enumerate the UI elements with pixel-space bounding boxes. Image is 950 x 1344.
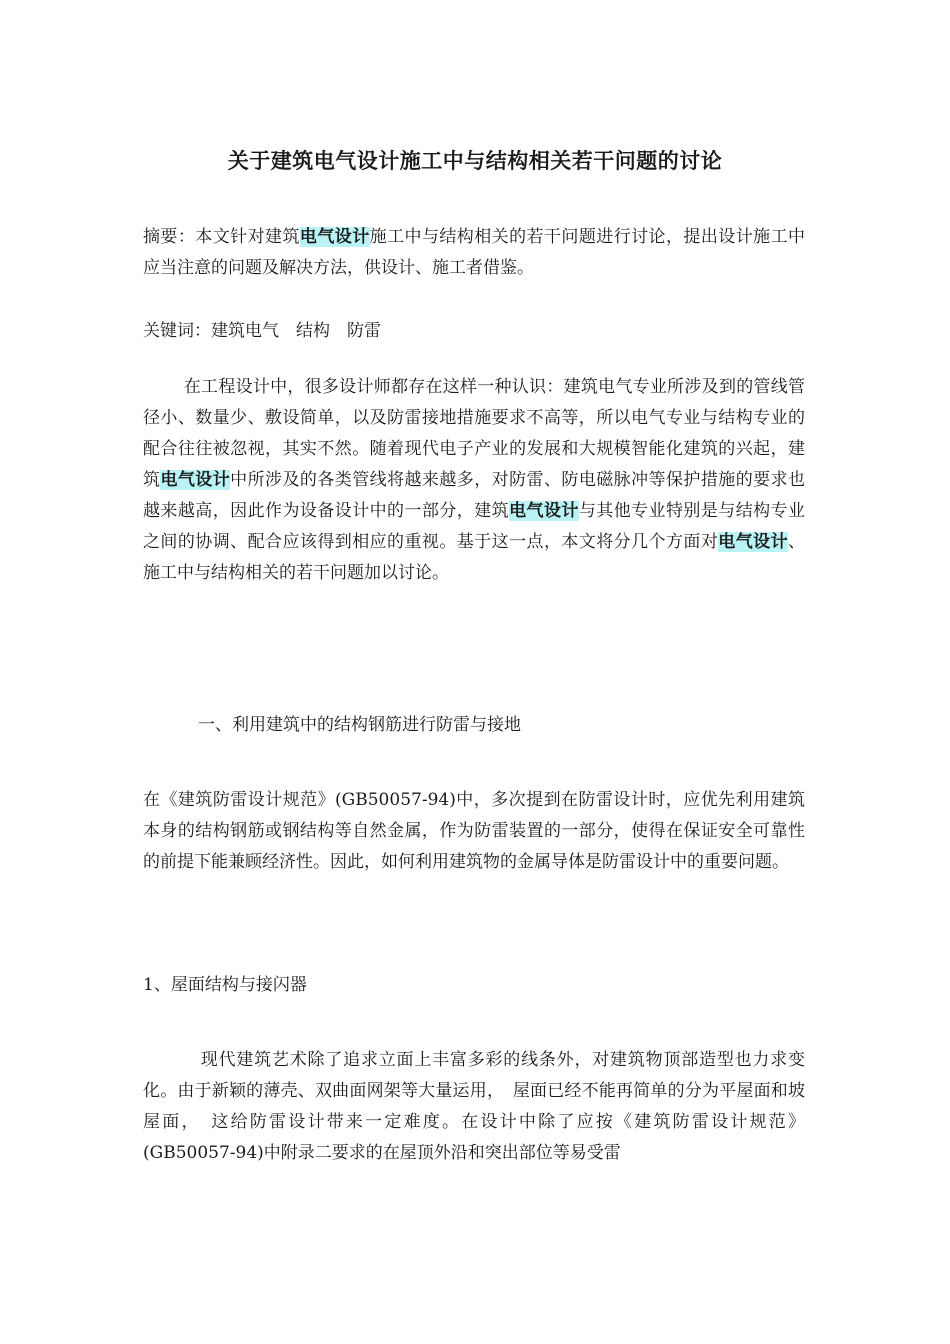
intro-part-1: 在工程设计中，很多设计师都存在这样一种认识：建筑电气专业所涉及到的管线管径小、数量少、敷设简单，以及防雷接地措施要求不高等，所以电气专业与结构专业的配合往往被忽视，其实不然。随着现代电子产业的发展和大规模智能化建筑的兴起，建筑 (143, 377, 805, 490)
intro-highlight-2[interactable]: 电气设计 (509, 501, 579, 521)
subsection-1-paragraph: 现代建筑艺术除了追求立面上丰富多彩的线条外，对建筑物顶部造型也力求变化。由于新颖的薄壳、双曲面网架等大量运用， 屋面已经不能再简单的分为平屋面和坡屋面， 这给防雷设计带来一定难度。在设计中除了应按《建筑防雷设计规范》(GB50057-94)中附录二要求的在屋顶外沿和突出部位等易受雷 (143, 1050, 805, 1163)
abstract-paragraph (143, 222, 805, 284)
intro-part-4: 、施工中与结构相关的若干问题加以讨论。 (143, 532, 806, 583)
document-title: 关于建筑电气设计施工中与结构相关若干问题的讨论 (227, 148, 723, 173)
intro-part-2: 中所涉及的各类管线将越来越多，对防雷、防电磁脉冲等保护措施的要求也越来越高，因此作为设备设计中的一部分，建筑 (143, 470, 806, 521)
section-1-heading: 一、利用建筑中的结构钢筋进行防雷与接地 (198, 715, 521, 735)
subsection-1-heading: 1、屋面结构与接闪器 (143, 975, 307, 995)
abstract-prefix: 摘要：本文针对建筑 (143, 227, 300, 247)
intro-paragraph (143, 372, 805, 589)
section-1-paragraph: 在《建筑防雷设计规范》(GB50057-94)中，多次提到在防雷设计时，应优先利用建筑本身的结构钢筋或钢结构等自然金属，作为防雷装置的一部分，使得在保证安全可靠性的前提下能兼顾经济性。因此，如何利用建筑物的金属导体是防雷设计中的重要问题。 (143, 790, 805, 872)
intro-highlight-3[interactable]: 电气设计 (718, 532, 789, 552)
abstract-suffix: 施工中与结构相关的若干问题进行讨论，提出设计施工中应当注意的问题及解决方法，供设计、施工者借鉴。 (143, 227, 806, 278)
intro-highlight-1[interactable]: 电气设计 (160, 470, 231, 490)
abstract-highlight[interactable]: 电气设计 (299, 227, 370, 247)
keywords-line: 关键词：建筑电气 结构 防雷 (143, 321, 381, 341)
intro-part-3: 与其他专业特别是与结构专业之间的协调、配合应该得到相应的重视。基于这一点，本文将分几个方面对 (143, 501, 806, 552)
